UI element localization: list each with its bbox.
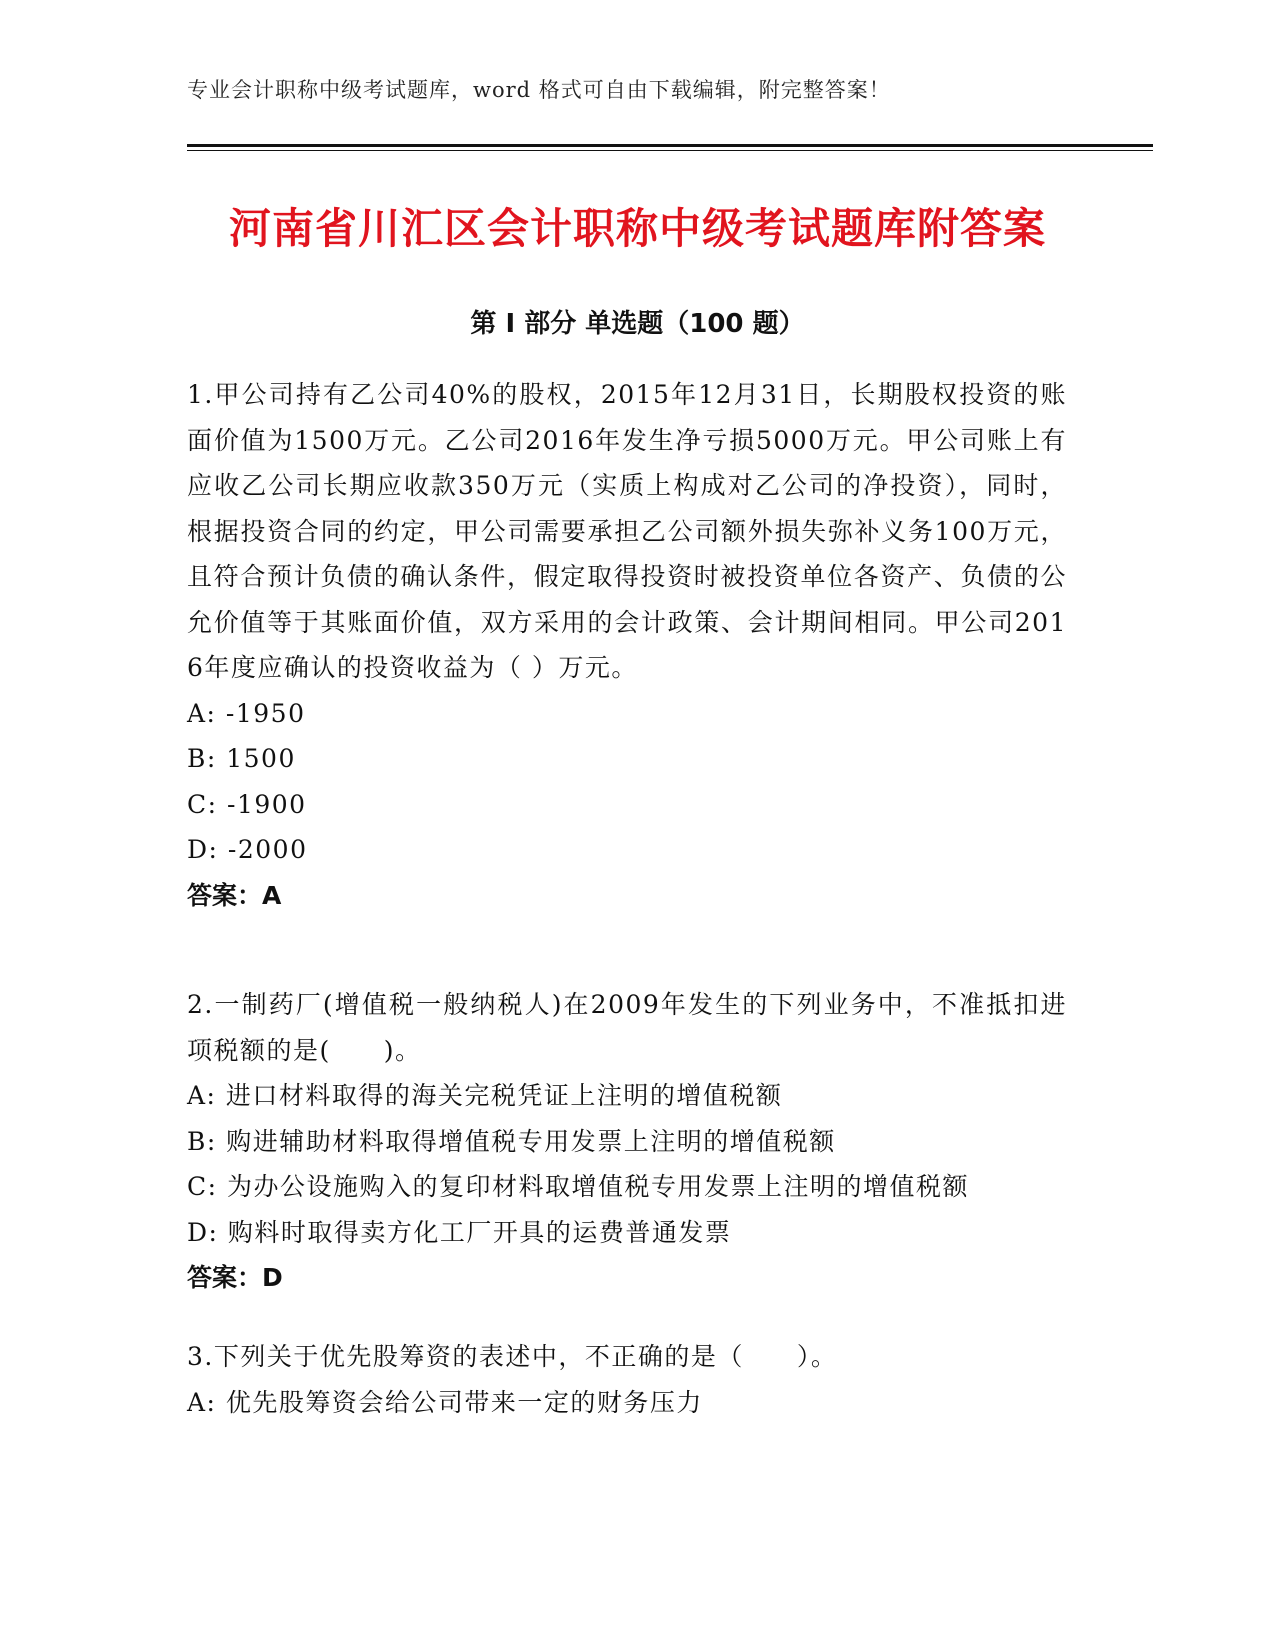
question-1: [187, 372, 1067, 918]
document-title: 河南省川汇区会计职称中级考试题库附答案: [228, 204, 1046, 253]
option-a: A: -1950: [187, 698, 306, 728]
header-rule-thick: [187, 144, 1153, 147]
option-b: B: 1500: [187, 744, 296, 773]
answer: 答案：D: [187, 1263, 283, 1292]
option-d: D: -2000: [187, 835, 308, 864]
answer: 答案：A: [187, 880, 282, 910]
question-2: [187, 982, 1067, 1301]
option-d: D: 购料时取得卖方化工厂开具的运费普通发票: [187, 1217, 732, 1247]
question-stem: 2.一制药厂(增值税一般纳税人)在2009年发生的下列业务中，不准抵扣进项税额的是( )。: [187, 990, 1067, 1065]
option-b: B: 购进辅助材料取得增值税专用发票上注明的增值税额: [187, 1126, 836, 1156]
header-rule-thin: [187, 150, 1153, 151]
section-title: 第 I 部分 单选题（100 题）: [470, 309, 805, 339]
header-note: 专业会计职称中级考试题库，word 格式可自由下载编辑，附完整答案！: [187, 78, 891, 102]
option-a: A: 进口材料取得的海关完税凭证上注明的增值税额: [187, 1081, 783, 1110]
question-stem: 3.下列关于优先股筹资的表述中，不正确的是（ ）。: [187, 1342, 838, 1371]
question-stem: 1.甲公司持有乙公司40%的股权，2015年12月31日，长期股权投资的账面价值为1500万元。乙公司2016年发生净亏损5000万元。甲公司账上有应收乙公司长期应收款350万元（实质上构成对乙公司的净投资），同时，根据投资合同的约定，甲公司需要承担乙公司额外损失弥补义务100万元，且符合预计负债的确认条件，假定取得投资时被投资单位各资产、负债的公允价值等于其账面价值，双方采用的会计政策、会计期间相同。甲公司2016年度应确认的投资收益为（ ）万元。: [187, 380, 1067, 682]
question-3: [187, 1334, 1067, 1425]
option-a: A: 优先股筹资会给公司带来一定的财务压力: [187, 1387, 703, 1417]
option-c: C: -1900: [187, 789, 307, 819]
option-c: C: 为办公设施购入的复印材料取增值税专用发票上注明的增值税额: [187, 1172, 970, 1201]
